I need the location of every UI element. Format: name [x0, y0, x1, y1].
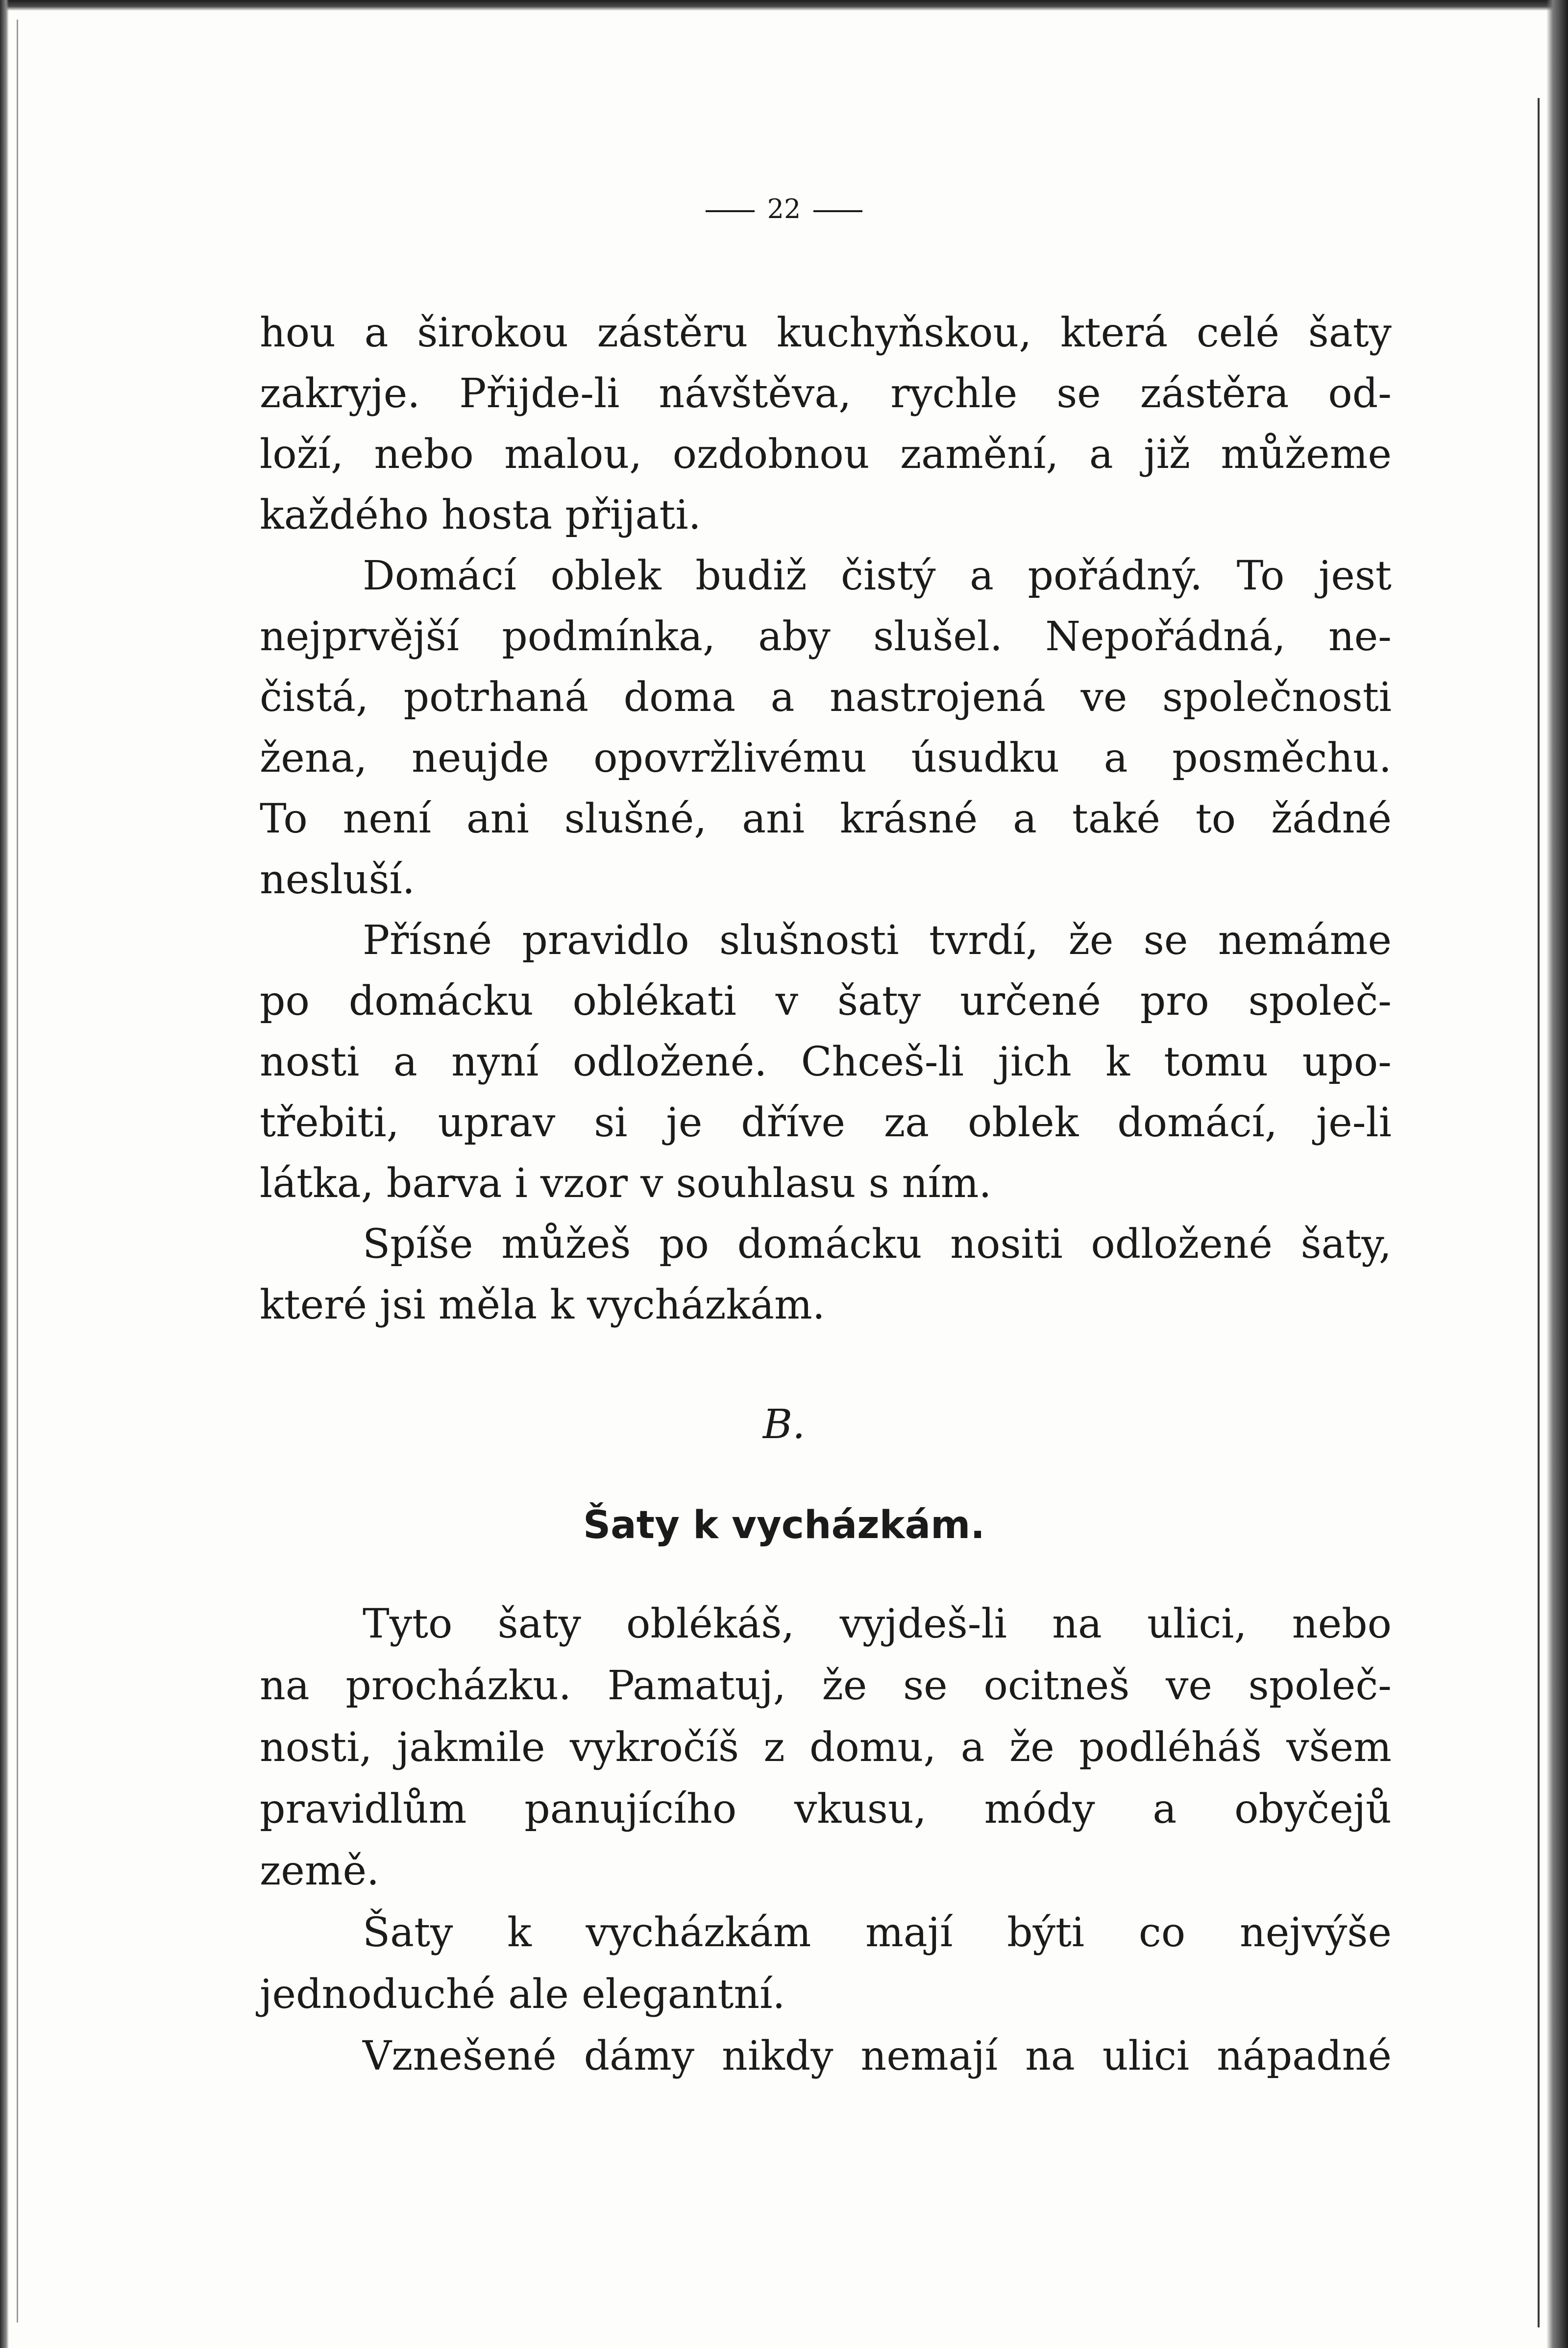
text-line: čistá, potrhaná doma a nastrojená ve společnosti	[260, 674, 1392, 721]
text-line: Tyto šaty oblékáš, vyjdeš-li na ulici, nebo	[363, 1601, 1392, 1647]
text-line: nesluší.	[260, 856, 415, 903]
text-line: Vznešené dámy nikdy nemají na ulici nápadné	[363, 2033, 1392, 2079]
section-title: Šaty k vycházkám.	[583, 1503, 985, 1547]
text-line: země.	[260, 1848, 380, 1894]
scan-edge-left-line	[17, 20, 18, 2323]
scan-edge-right	[1546, 0, 1568, 2348]
text-line: jednoduché ale elegantní.	[260, 1971, 785, 2018]
section-a-text	[260, 303, 1392, 1336]
page-number-dash-left	[706, 210, 755, 212]
text-line: loží, nebo malou, ozdobnou zamění, a již můžeme	[260, 431, 1392, 478]
text-line: po domácku oblékati v šaty určené pro společ-	[260, 978, 1392, 1025]
scan-edge-top	[0, 0, 1568, 11]
text-line: třebiti, uprav si je dříve za oblek domácí, je-li	[260, 1100, 1392, 1146]
page-number-value: 22	[767, 194, 801, 224]
text-line: nosti, jakmile vykročíš z domu, a že podléháš všem	[260, 1724, 1392, 1771]
text-line: hou a širokou zástěru kuchyňskou, která celé šaty	[260, 310, 1392, 356]
text-line: každého hosta přijati.	[260, 492, 701, 538]
text-line: zakryje. Přijde-li návštěva, rychle se zástěra od-	[260, 370, 1392, 417]
text-line: nejprvější podmínka, aby slušel. Nepořádná, ne-	[260, 613, 1392, 660]
page-number-dash-right	[813, 210, 862, 212]
text-line: pravidlům panujícího vkusu, módy a obyčejů	[260, 1786, 1392, 1833]
text-line: Šaty k vycházkám mají býti co nejvýše	[363, 1909, 1392, 1956]
page-number	[686, 194, 882, 224]
section-b-text	[260, 1593, 1392, 2087]
text-line: Domácí oblek budiž čistý a pořádný. To jest	[363, 553, 1392, 599]
scan-edge-left	[0, 0, 9, 2348]
text-line: Spíše můžeš po domácku nositi odložené šaty,	[363, 1221, 1392, 1268]
text-line: na procházku. Pamatuj, že se ocitneš ve společ-	[260, 1663, 1392, 1709]
text-line: žena, neujde opovržlivému úsudku a posměchu.	[260, 735, 1392, 782]
text-line: které jsi měla k vycházkám.	[260, 1282, 825, 1328]
text-line: nosti a nyní odložené. Chceš-li jich k tomu upo-	[260, 1039, 1392, 1085]
section-letter: B.	[762, 1401, 806, 1448]
text-line: látka, barva i vzor v souhlasu s ním.	[260, 1160, 992, 1207]
scan-edge-right-line	[1538, 98, 1540, 2327]
text-line: To není ani slušné, ani krásné a také to žádné	[260, 796, 1392, 842]
text-line: Přísné pravidlo slušnosti tvrdí, že se nemáme	[363, 917, 1392, 964]
